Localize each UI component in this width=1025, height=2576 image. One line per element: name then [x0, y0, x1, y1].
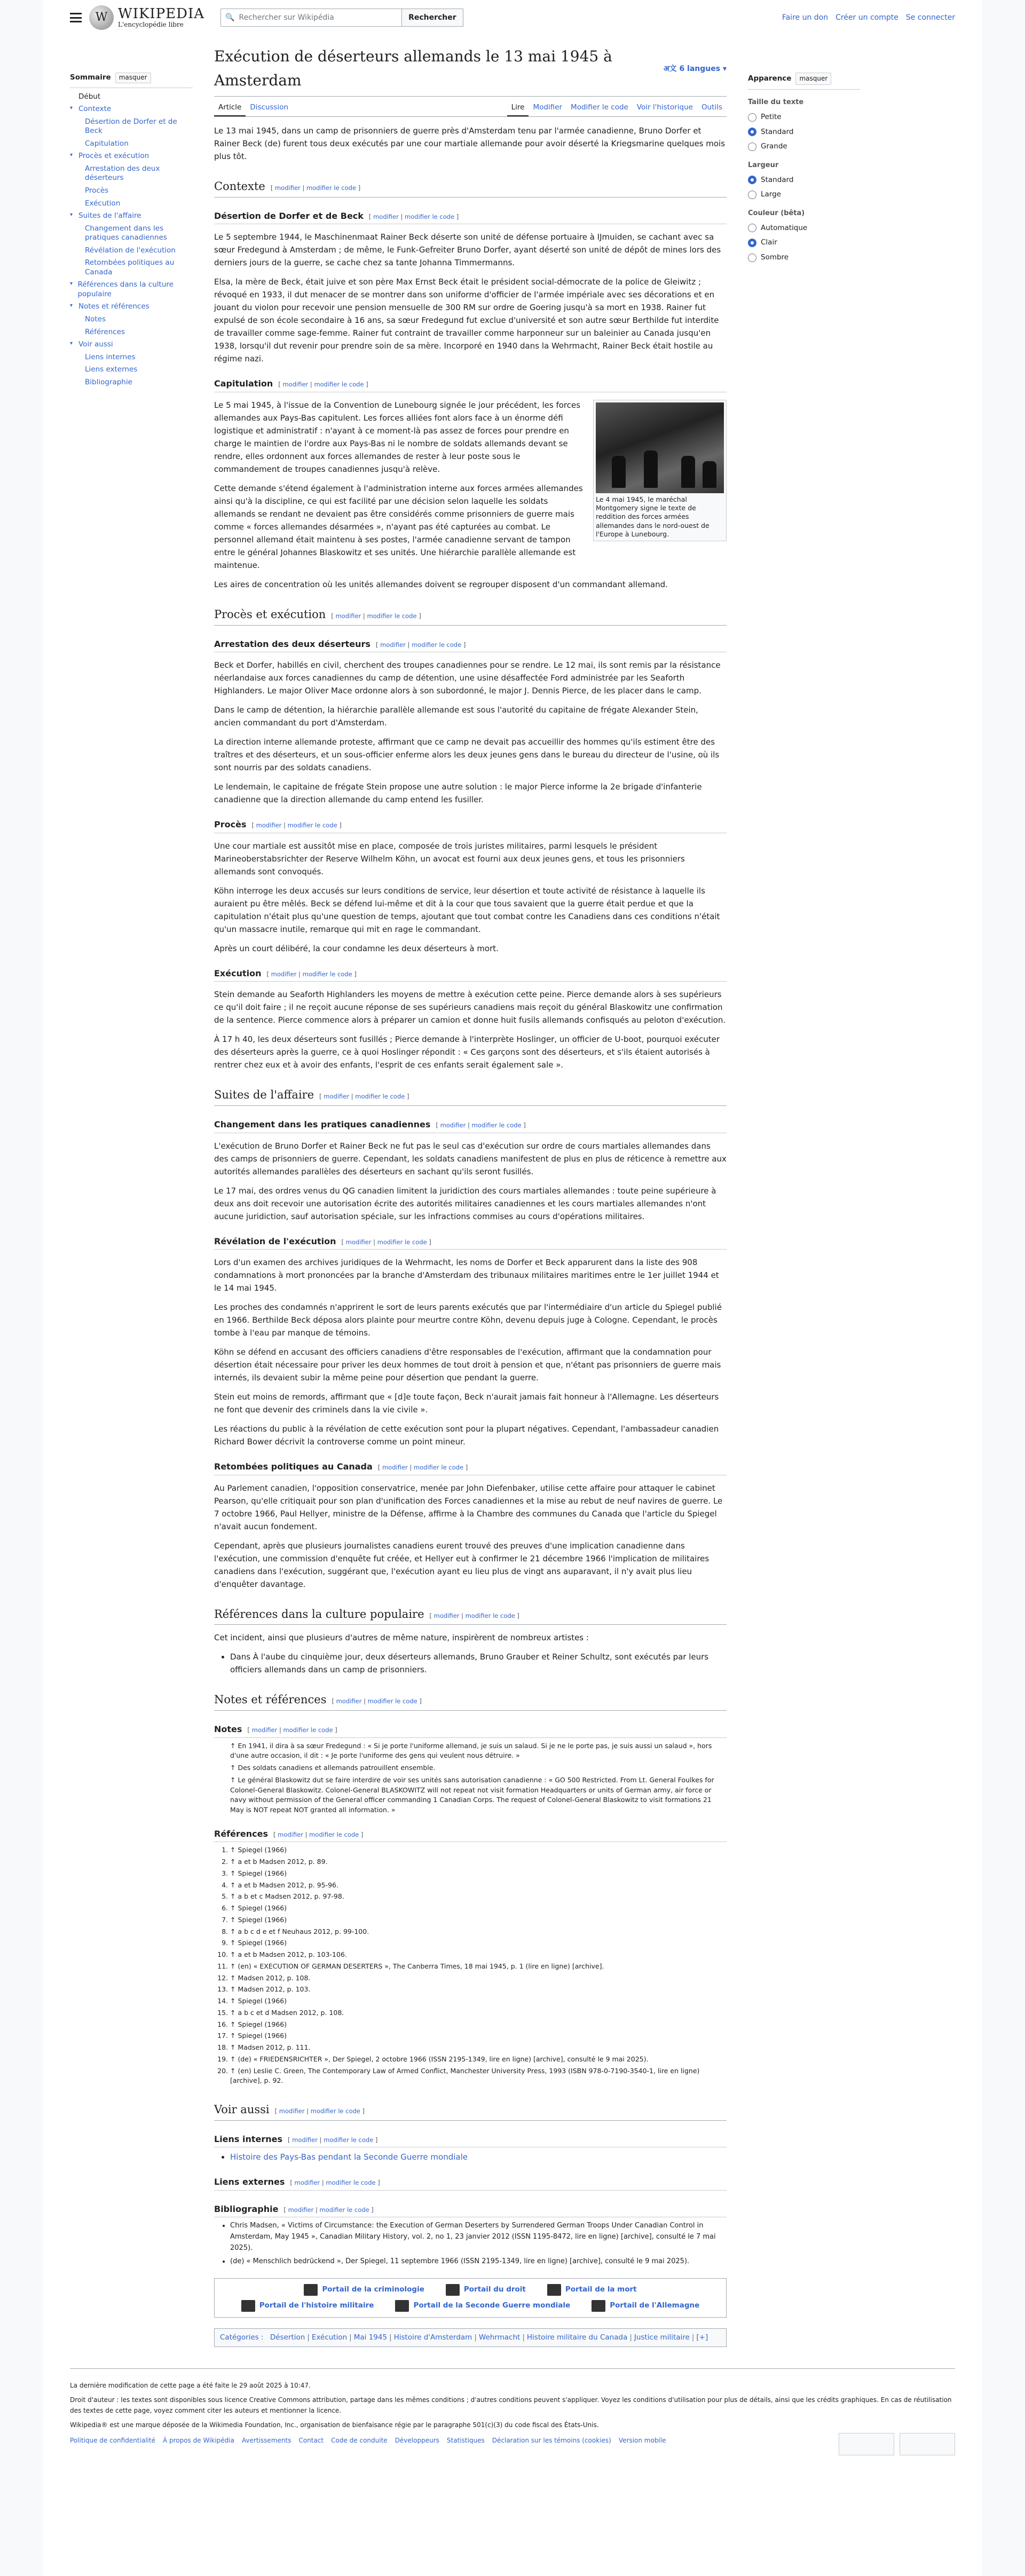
reference-item: 3. ↑ Spiegel (1966)	[230, 1869, 727, 1879]
references-list	[230, 1845, 727, 2086]
reference-item: 2. ↑ a et b Madsen 2012, p. 89.	[230, 1857, 727, 1867]
paragraph: L'exécution de Bruno Dorfer et Rainer Beck ne fut pas le seul cas d'exécution sur ordre de cours martiales allemandes dans des camps de prisonniers de guerre. Cependant, les soldats canadiens manifestent de plus en plus de réticence à remettre aux autorités allemandes parallèles des déserteurs en sachant qu'ils seront fusillés.	[214, 1141, 727, 1176]
appearance-hide-button[interactable]: masquer	[795, 73, 831, 85]
paragraph: Cette demande s'étend également à l'administration interne aux forces armées allemandes ainsi qu'à la discipline, ce qui est facilité par une décision selon laquelle les soldats allemands se rendant ne devaient pas être considérés comme prisonniers de guerre mais comme « forces allemandes désarmées », n'ayant pas été capturées au combat. Le personnel allemand était maintenu à ses postes, l'armée canadienne servant de tampon entre le général Johannes Blaskowitz et ses unités. Une hiérarchie parallèle allemande est maintenue.	[214, 483, 583, 570]
radio-label: Clair	[761, 238, 777, 247]
category-link[interactable]: Exécution	[311, 2333, 348, 2342]
subsection-heading: Références [ modifier | modifier le code ]	[214, 1827, 727, 1843]
toc-item[interactable]	[70, 353, 193, 362]
toc-item[interactable]	[70, 186, 193, 196]
chevron-down-icon[interactable]: ▾	[70, 303, 73, 309]
radio-label: Standard	[761, 175, 794, 184]
note-item: ↑ Des soldats canadiens et allemands patrouillent ensemble.	[230, 1764, 436, 1772]
table-of-contents	[70, 73, 193, 2347]
text-size-label: Taille du texte	[748, 98, 804, 107]
donate-link[interactable]: Faire un don	[782, 13, 829, 22]
toc-item[interactable]	[70, 378, 193, 388]
paragraph: Dans le camp de détention, la hiérarchie parallèle allemande est sous l'autorité du capitaine de frégate Alexander Stein, ancien commandant du port d'Amsterdam.	[214, 705, 698, 728]
appearance-title: Apparence	[748, 74, 792, 83]
portal-icon	[547, 2284, 561, 2296]
chevron-down-icon[interactable]: ▾	[70, 152, 73, 159]
internal-link[interactable]: Histoire des Pays-Bas pendant la Seconde Guerre mondiale	[230, 2152, 468, 2162]
edit-section-links[interactable]: [ modifier | modifier le code ]	[290, 2179, 380, 2187]
portal-link[interactable]	[395, 2300, 570, 2312]
reference-item: 17. ↑ Spiegel (1966)	[230, 2031, 727, 2041]
reference-item: 19. ↑ (de) « FRIEDENSRICHTER », Der Spiegel, 2 octobre 1966 (ISSN 2195-1349, lire en ligne) [archive], consulté le 9 mai 2025).	[230, 2055, 727, 2065]
radio-button[interactable]	[748, 224, 756, 232]
radio-option[interactable]	[748, 112, 860, 123]
page-title	[214, 35, 727, 97]
categories-box	[214, 2328, 727, 2348]
toc-item-label[interactable]: Liens internes	[85, 352, 136, 361]
page-title-text: Exécution de déserteurs allemands le 13 mai 1945 à Amsterdam	[214, 48, 612, 89]
edit-section-links[interactable]: [ modifier | modifier le code ]	[341, 1238, 431, 1246]
subsection-heading: Désertion de Dorfer et de Beck [ modifier | modifier le code ]	[214, 209, 727, 225]
subsection-heading: Procès [ modifier | modifier le code ]	[214, 818, 727, 833]
toc-item[interactable]	[70, 224, 193, 243]
notes-list	[230, 1741, 727, 1815]
portal-icon	[395, 2300, 409, 2312]
edit-section-links[interactable]: [ modifier | modifier le code ]	[436, 1121, 526, 1129]
edit-section-links[interactable]: [ modifier | modifier le code ]	[274, 2107, 365, 2115]
paragraph: Elsa, la mère de Beck, était juive et son père Max Ernst Beck était le président social-démocrate de la police de Gleiwitz ; révoqué en 1933, il dut menacer de se montrer dans son uniforme d'officier de l'armée impériale avec ses décorations et en jouant du violon pour recevoir une pension mensuelle de 300 RM sur ordre de Goering jusqu'à sa mort en 1938. Rainer fut expulsé de son école secondaire à 16 ans, sa sœur Fredegund fut exclue d'université et son autre sœur Berthilde fut interdite de travailler comme sage-femme. Rainer fut contraint de travailler comme harponneur sur un baleinier au Canada jusqu'en 1938, lorsqu'il dut revenir pour prendre soin de sa mère. Incorporé en 1940 dans la Wehrmacht, Rainer Beck était hostile au régime nazi.	[214, 277, 719, 364]
portal-icon	[241, 2300, 255, 2312]
radio-label: Petite	[761, 112, 782, 121]
section-heading: Suites de l'affaire [ modifier | modifier le code ]	[214, 1086, 727, 1106]
footer-link[interactable]: À propos de Wikipédia	[162, 2437, 234, 2444]
paragraph: Le 5 mai 1945, à l'issue de la Convention de Lunebourg signée le jour précédent, les forces allemandes aux Pays-Bas capitulent. Les forces alliées font alors face à un énorme défi logistique et administratif : n'ayant à ce moment-là pas assez de forces pour prendre en charge le maintien de l'ordre aux Pays-Bas ni le nombre de soldats allemands devant se rendre, elles ordonnent aux forces allemandes de rester à leur poste sous le commandement de troupes canadiennes jusqu'à relève.	[214, 400, 581, 474]
tab-history[interactable]: Voir l'historique	[636, 102, 693, 112]
bibliography-item: • (de) « Menschlich bedrückend », Der Spiegel, 11 septembre 1966 (ISSN 2195-1349, lire en ligne) [archive], consulté le 9 mai 2025).	[230, 2256, 727, 2267]
radio-option[interactable]	[748, 141, 860, 153]
paragraph: Köhn interroge les deux accusés sur leurs conditions de service, leur désertion et toute activité de résistance à laquelle ils auraient pu être mêlés. Beck se défend lui-même et dit à la cour que tous savaient que la guerre était perdue et que la capitulation n'était plus qu'une question de temps, ajoutant que tout combat contre les Canadiens dans ces conditions n'était qu'un massacre inutile, remarque qui mit en rage le commandant.	[214, 886, 720, 934]
category-link[interactable]: Mai 1945	[353, 2333, 388, 2342]
paragraph: La direction interne allemande proteste, affirmant que ce camp ne devait pas accueillir des hommes qu'ils estiment être des traîtres et des déserteurs, et un sous-officier enferme alors les deux jeunes gens dans le bureau du directeur de l'usine, où ils sont nourris par des soldats canadiens.	[214, 737, 720, 773]
thumbnail-figure	[593, 400, 727, 541]
paragraph: Après un court délibéré, la cour condamne les deux déserteurs à mort.	[214, 943, 499, 953]
toc-item-label[interactable]: Bibliographie	[85, 377, 132, 386]
page	[43, 0, 982, 2576]
appearance-panel	[748, 73, 860, 2347]
toc-item-label[interactable]: Notes et références	[78, 302, 149, 311]
category-separator: |	[389, 2333, 392, 2342]
toc-item[interactable]	[70, 92, 193, 102]
footer-link[interactable]: Politique de confidentialité	[70, 2437, 155, 2444]
footer-link[interactable]: Avertissements	[241, 2437, 291, 2444]
edit-section-links[interactable]: [ modifier | modifier le code ]	[375, 641, 466, 649]
chevron-down-icon[interactable]: ▾	[70, 281, 73, 287]
toc-item-label[interactable]: Exécution	[85, 199, 121, 208]
toc-item[interactable]	[70, 152, 193, 161]
footer-links	[70, 2436, 955, 2446]
radio-option[interactable]	[748, 237, 860, 249]
category-link[interactable]: Wehrmacht	[478, 2333, 521, 2342]
radio-option[interactable]	[748, 127, 860, 138]
toc-item-label[interactable]: Notes	[85, 314, 106, 323]
edit-section-links[interactable]: [ modifier | modifier le code ]	[283, 2206, 374, 2214]
reference-item: 12. ↑ Madsen 2012, p. 108.	[230, 1973, 727, 1984]
reference-item: 10. ↑ a et b Madsen 2012, p. 103-106.	[230, 1950, 727, 1960]
color-label: Couleur (bêta)	[748, 209, 805, 217]
portal-label[interactable]: Portail du droit	[463, 2285, 526, 2294]
radio-option[interactable]	[748, 189, 860, 201]
paragraph: Le 5 septembre 1944, le Maschinenmaat Rainer Beck déserte son unité de défense portuaire à IJmuiden, se cachant avec sa sœur Fredegund à Amsterdam ; de même, le Funk-Gefreiter Bruno Dorfer, ayant déserté son unité de dépôt de mines lors des derniers jours de la guerre, se cache chez sa tante Johanna Timmermanns.	[214, 232, 721, 268]
login-link[interactable]: Se connecter	[905, 13, 955, 22]
wikipedia-globe-icon: W	[89, 5, 114, 30]
radio-label: Grande	[761, 142, 787, 151]
toc-item[interactable]	[70, 328, 193, 337]
paragraph: Le 17 mai, des ordres venus du QG canadien limitent la juridiction des cours martiales allemandes : toute peine supérieure à deux ans doit recevoir une autorisation écrite des autorités militaires canadiennes et les cours martiales allemandes n'ont aucune juridiction, sauf autorisation spéciale, sur les infractions commises au cours d'opérations militaires.	[214, 1186, 716, 1221]
toc-item-label[interactable]: Suites de l'affaire	[78, 211, 141, 220]
edit-section-links[interactable]: [ modifier | modifier le code ]	[266, 970, 357, 978]
toc-item[interactable]	[70, 199, 193, 209]
section-heading: Notes et références [ modifier | modifier le code ]	[214, 1691, 727, 1711]
section-heading: Voir aussi [ modifier | modifier le code ]	[214, 2101, 727, 2121]
edit-section-links[interactable]: [ modifier | modifier le code ]	[368, 212, 459, 220]
toc-item[interactable]	[70, 365, 193, 375]
portal-link[interactable]	[446, 2284, 526, 2296]
subsection-heading: Révélation de l'exécution [ modifier | modifier le code ]	[214, 1235, 727, 1250]
edit-section-links[interactable]: [ modifier | modifier le code ]	[278, 381, 368, 389]
reference-item: 1. ↑ Spiegel (1966)	[230, 1845, 727, 1855]
footer-link[interactable]: Statistiques	[446, 2437, 485, 2444]
chevron-down-icon[interactable]: ▾	[70, 341, 73, 347]
reference-item: 13. ↑ Madsen 2012, p. 103.	[230, 1985, 727, 1995]
portal-icon	[304, 2284, 318, 2296]
page-footer	[70, 2368, 955, 2446]
tab-article[interactable]: Article	[214, 100, 246, 117]
tab-read[interactable]: Lire	[507, 100, 529, 117]
categories-label[interactable]: Catégories :	[220, 2333, 264, 2342]
search-form	[220, 9, 463, 27]
page-tabs	[214, 97, 727, 117]
category-link[interactable]: Histoire militaire du Canada	[526, 2333, 628, 2342]
edit-section-links[interactable]: [ modifier | modifier le code ]	[377, 1464, 468, 1472]
reference-item: 9. ↑ Spiegel (1966)	[230, 1938, 727, 1948]
reference-item: 8. ↑ a b c d e et f Neuhaus 2012, p. 99-100.	[230, 1927, 727, 1937]
section-heading: Procès et exécution [ modifier | modifier le code ]	[214, 606, 727, 626]
toc-item-label[interactable]: Contexte	[78, 105, 112, 114]
category-separator: |	[522, 2333, 525, 2342]
site-header	[43, 0, 982, 35]
radio-option[interactable]	[748, 252, 860, 264]
tab-discussion[interactable]: Discussion	[250, 102, 289, 112]
article-main	[214, 35, 727, 2347]
paragraph: Köhn se défend en accusant des officiers canadiens d'être responsables de l'exécution, affirmant que la condamnation pour désertion était nécessaire pour priver les deux hommes de tout droit à pension et que, n'étant pas prisonniers de guerre mais internés, ils devaient subir la même peine pour désertion que pendant la guerre.	[214, 1347, 721, 1383]
toc-item[interactable]	[70, 258, 193, 277]
paragraph: Cependant, après que plusieurs journalistes canadiens eurent trouvé des preuves d'une implication canadienne dans l'exécution, une commission d'enquête fut créée, et Hellyer eut à confirmer le 21 décembre 1966 l'implication de militaires canadiens dans l'exécution, suggérant que, l'exécution ayant eu lieu plus de vingt ans auparavant, il n'y avait plus lieu d'enquêter davantage.	[214, 1540, 709, 1589]
toc-item-label[interactable]: Procès	[85, 186, 109, 195]
footer-link[interactable]: Déclaration sur les témoins (cookies)	[492, 2437, 611, 2444]
reference-item: 11. ↑ (en) « EXECUTION OF GERMAN DESERTERS », The Canberra Times, 18 mai 1945, p. 1 (lire en ligne) [archive].	[230, 1962, 727, 1972]
intro-paragraph: Le 13 mai 1945, dans un camp de prisonniers de guerre près d'Amsterdam tenu par l'armée canadienne, Bruno Dorfer et Rainer Beck (de) furent tous deux exécutés par une cour martiale allemande pour avoir déserté la Kriegsmarine quelques mois plus tôt.	[214, 126, 726, 162]
subsection-heading: Arrestation des deux déserteurs [ modifier | modifier le code ]	[214, 637, 727, 653]
tab-edit[interactable]: Modifier	[533, 102, 563, 112]
footer-link[interactable]: Version mobile	[618, 2437, 666, 2444]
category-separator: |	[691, 2333, 695, 2342]
logo-tagline: L'encyclopédie libre	[118, 21, 184, 29]
toc-item-label[interactable]: Changement dans les pratiques canadiennes	[85, 224, 167, 242]
edit-section-links[interactable]: [ modifier | modifier le code ]	[331, 612, 421, 620]
reference-item: 15. ↑ a b c et d Madsen 2012, p. 108.	[230, 2008, 727, 2018]
language-button[interactable]: अ文 6 langues ▾	[663, 64, 727, 73]
article-content	[214, 124, 727, 2347]
subsection-heading: Bibliographie [ modifier | modifier le code ]	[214, 2202, 727, 2218]
toc-item-label[interactable]: Désertion de Dorfer et de Beck	[85, 117, 177, 136]
bibliography-item: • Chris Madsen, « Victims of Circumstance: the Execution of German Deserters by Surrendered German Troops Under Canadian Control in Amsterdam, May 1945 », Canadian Military History, vol. 2, no 1, 23 janvier 2012 (ISSN 1195-8472, lire en ligne) [archive], consulté le 7 mai 2025).	[230, 2221, 727, 2254]
toc-item[interactable]	[70, 164, 193, 183]
note-item: ↑ En 1941, il dira à sa sœur Fredegund : « Si je porte l'uniforme allemand, je suis un salaud. Si je ne le porte pas, je suis aussi un salaud », hors d'une autre occasion, il dit : « Je porte l'uniforme des gens qui veulent nous détruire. »	[230, 1741, 712, 1760]
reference-item: 5. ↑ a b et c Madsen 2012, p. 97-98.	[230, 1892, 727, 1902]
subsection-heading: Retombées politiques au Canada [ modifier | modifier le code ]	[214, 1460, 727, 1475]
toc-item-label[interactable]: Voir aussi	[78, 340, 113, 349]
toc-item-label[interactable]: Capitulation	[85, 139, 129, 148]
portal-icon	[446, 2284, 460, 2296]
subsection-heading: Capitulation [ modifier | modifier le code ]	[214, 377, 727, 392]
radio-button[interactable]	[748, 254, 756, 262]
tab-edit-code[interactable]: Modifier le code	[571, 102, 628, 112]
paragraph: Lors d'un examen des archives juridiques de la Wehrmacht, les noms de Dorfer et Beck apparurent dans la liste des 908 condamnations à mort prononcées par la branche d'Amsterdam des tribunaux militaires maritimes entre le 1er juillet 1944 et le 14 mai 1945.	[214, 1258, 719, 1293]
language-icon: अ文	[663, 64, 677, 73]
user-links	[782, 12, 955, 23]
paragraph: Le lendemain, le capitaine de frégate Stein propose une autre solution : le major Pierce informe la 2e brigade d'infanterie canadienne que la direction allemande du camp entend les fusiller.	[214, 782, 702, 805]
radio-button[interactable]	[748, 143, 756, 151]
bibliography-list	[230, 2221, 727, 2267]
toc-item[interactable]	[70, 280, 193, 299]
logo-title: WIKIPEDIA	[118, 6, 205, 22]
search-placeholder: Rechercher sur Wikipédia	[239, 13, 334, 22]
main-menu-icon[interactable]	[70, 13, 82, 22]
toc-item[interactable]	[70, 105, 193, 114]
toc-item-label[interactable]: Révélation de l'exécution	[85, 246, 176, 255]
toc-item-label[interactable]: Début	[78, 92, 101, 101]
portals-box	[214, 2278, 727, 2318]
mediawiki-badge[interactable]	[900, 2433, 955, 2455]
chevron-down-icon[interactable]: ▾	[70, 212, 73, 218]
subsection-heading: Notes [ modifier | modifier le code ]	[214, 1722, 727, 1738]
subsection-heading: Changement dans les pratiques canadiennes [ modifier | modifier le code ]	[214, 1118, 727, 1133]
license-text: Droit d'auteur : les textes sont disponibles sous licence Creative Commons attribution, partage dans les mêmes conditions ; d'autres conditions peuvent s'appliquer. Voyez les conditions d'utilisation pour plus de détails, ainsi que les crédits graphiques. En cas de réutilisation des textes de cette page, voyez comment citer les auteurs et mentionner la licence.	[70, 2396, 952, 2414]
portal-link[interactable]	[241, 2300, 374, 2312]
note-item: ↑ Le général Blaskowitz dut se faire interdire de voir ses unités sans autorisation canadienne : « GO 500 Restricted. From Lt. General Foulkes for Colonel-General Blaskowitz. Colonel-General BLASKOWITZ will not repeat not visit formation Headquarters or units of German army, air force or navy without permission of the General officer commanding 1 Canadian Corps. The request of Colonel-General Blaskowitz to visit formations 21 May is NOT repeat NOT granted all information. »	[230, 1775, 714, 1814]
paragraph: Cet incident, ainsi que plusieurs d'autres de même nature, inspirèrent de nombreux artistes :	[214, 1633, 589, 1643]
toc-hide-button[interactable]: masquer	[115, 73, 151, 83]
toc-item[interactable]	[70, 117, 193, 136]
reference-item: 4. ↑ a et b Madsen 2012, p. 95-96.	[230, 1880, 727, 1891]
paragraph: Les aires de concentration où les unités allemandes doivent se regrouper disposent d'un commandant allemand.	[214, 579, 668, 589]
last-modified: La dernière modification de cette page a été faite le 29 août 2025 à 10:47.	[70, 2382, 311, 2390]
toc-item-label[interactable]: Références dans la culture populaire	[77, 280, 174, 298]
radio-button[interactable]	[748, 191, 756, 199]
search-input[interactable]	[220, 9, 402, 27]
toc-item-label[interactable]: Liens externes	[85, 365, 138, 374]
search-button[interactable]: Rechercher	[402, 9, 463, 27]
category-link[interactable]: Désertion	[270, 2333, 305, 2342]
create-account-link[interactable]: Créer un compte	[835, 13, 898, 22]
radio-label: Large	[761, 190, 781, 199]
chevron-down-icon[interactable]: ▾	[70, 105, 73, 112]
toc-item-label[interactable]: Arrestation des deux déserteurs	[85, 164, 160, 183]
reference-item: 20. ↑ (en) Leslie C. Green, The Contemporary Law of Armed Conflict, Manchester University Press, 1993 (ISBN 978-0-7190-3540-1, lire en ligne) [archive], p. 92.	[230, 2066, 727, 2087]
portal-label[interactable]: Portail de la mort	[565, 2285, 637, 2294]
portal-label[interactable]: Portail de la Seconde Guerre mondiale	[413, 2301, 571, 2310]
subsection-heading: Exécution [ modifier | modifier le code ]	[214, 967, 727, 982]
edit-section-links[interactable]: [ modifier | modifier le code ]	[251, 821, 342, 829]
toc-item-label[interactable]: Références	[85, 327, 125, 336]
portal-link[interactable]	[592, 2300, 699, 2312]
category-separator: |	[349, 2333, 352, 2342]
wikimedia-badge[interactable]	[839, 2433, 894, 2455]
paragraph: Beck et Dorfer, habillés en civil, cherchent des troupes canadiennes pour se rendre. Le 12 mai, ils sont remis par la résistance néerlandaise aux forces canadiennes du camp de détention, une usine désaffectée Ford administrée par les Seaforth Highlanders. Le major Oliver Mace ordonne alors à son subordonné, le major J. Dennis Pierce, de les placer dans le camp.	[214, 660, 721, 696]
width-label: Largeur	[748, 161, 779, 169]
category-separator: |	[474, 2333, 477, 2342]
radio-button[interactable]	[748, 176, 756, 184]
paragraph: Stein demande au Seaforth Highlanders les moyens de mettre à exécution cette peine. Pierce demande alors à ses supérieurs ce qu'il doit faire ; il ne reçoit aucune réponse de ses supérieurs canadiens mais reçoit du général Blaskowitz une confirmation de la sentence. Pierce commence alors à préparer un camion et donne huit fusils allemands confisqués au peloton d'exécution.	[214, 990, 726, 1025]
trademark-text: Wikipedia® est une marque déposée de la Wikimedia Foundation, Inc., organisation de bienfaisance régie par le paragraphe 501(c)(3) du code fiscal des États-Unis.	[70, 2421, 599, 2429]
search-icon: 🔍	[225, 13, 235, 22]
subsection-heading: Liens internes [ modifier | modifier le code ]	[214, 2132, 727, 2148]
edit-section-links[interactable]: [ modifier | modifier le code ]	[288, 2136, 378, 2144]
radio-button[interactable]	[748, 113, 756, 122]
radio-option[interactable]	[748, 223, 860, 234]
radio-label: Sombre	[761, 252, 789, 262]
edit-section-links[interactable]: [ modifier | modifier le code ]	[332, 1697, 422, 1705]
toc-item-label[interactable]: Procès et exécution	[78, 152, 149, 161]
toc-item[interactable]	[70, 302, 193, 312]
toc-item[interactable]	[70, 139, 193, 149]
tab-tools[interactable]: Outils	[701, 102, 722, 112]
thumbnail-caption: Le 4 mai 1945, le maréchal Montgomery signe le texte de reddition des forces armées allemandes dans le nord-ouest de l'Europe à Lunebourg.	[596, 495, 709, 538]
edit-section-links[interactable]: [ modifier | modifier le code ]	[247, 1726, 337, 1734]
surrender-photo[interactable]	[596, 402, 724, 493]
edit-section-links[interactable]: [ modifier | modifier le code ]	[273, 1830, 364, 1838]
reference-item: 18. ↑ Madsen 2012, p. 111.	[230, 2043, 727, 2053]
paragraph: Au Parlement canadien, l'opposition conservatrice, menée par John Diefenbaker, utilise cette affaire pour attaquer le cabinet Pearson, qu'elle critiquait pour son plan d'unification des Forces canadiennes et la mise au rebut de neuf navires de guerre. Le 7 octobre 1966, Paul Hellyer, ministre de la Défense, affirme à la Chambre des communes du Canada que l'article du Spiegel n'avait aucun fondement.	[214, 1483, 723, 1531]
radio-label: Standard	[761, 127, 794, 136]
portal-label[interactable]: Portail de la criminologie	[322, 2285, 424, 2294]
portal-link[interactable]	[304, 2284, 424, 2296]
reference-item: 6. ↑ Spiegel (1966)	[230, 1903, 727, 1914]
subsection-heading: Liens externes [ modifier | modifier le code ]	[214, 2175, 727, 2191]
reference-item: 14. ↑ Spiegel (1966)	[230, 1996, 727, 2006]
radio-button[interactable]	[748, 239, 756, 247]
portal-label[interactable]: Portail de l'Allemagne	[610, 2301, 700, 2310]
footer-link[interactable]: Développeurs	[395, 2437, 439, 2444]
radio-option[interactable]	[748, 175, 860, 186]
portal-icon	[592, 2300, 605, 2312]
toc-item[interactable]	[70, 340, 193, 350]
category-link[interactable]: Justice militaire	[634, 2333, 690, 2342]
list-item: • Dans À l'aube du cinquième jour, deux déserteurs allemands, Bruno Grauber et Reiner Schultz, sont exécutés par leurs officiers allemands dans un camp de prisonniers.	[230, 1650, 727, 1676]
footer-link[interactable]: Contact	[298, 2437, 324, 2444]
category-link[interactable]: Histoire d'Amsterdam	[393, 2333, 472, 2342]
toc-title: Sommaire	[70, 73, 111, 82]
toc-item[interactable]	[70, 211, 193, 221]
section-heading: Contexte [ modifier | modifier le code ]	[214, 178, 727, 197]
portal-link[interactable]	[547, 2284, 637, 2296]
wikipedia-logo[interactable]	[89, 5, 204, 30]
reference-item: 16. ↑ Spiegel (1966)	[230, 2020, 727, 2030]
edit-section-links[interactable]: [ modifier | modifier le code ]	[319, 1093, 409, 1101]
toc-item-label[interactable]: Retombées politiques au Canada	[85, 258, 175, 276]
section-heading: Références dans la culture populaire [ modifier | modifier le code ]	[214, 1606, 727, 1625]
paragraph: Une cour martiale est aussitôt mise en place, composée de trois juristes militaires, parmi lesquels le président Marineoberstabsrichter der Reserve Wilhelm Köhn, un avocat est fourni aux deux jeunes gens, et tous les prisonniers allemands sont convoqués.	[214, 841, 685, 876]
paragraph: Stein eut moins de remords, affirmant que « [d]e toute façon, Beck n'aurait jamais fait honneur à l'Allemagne. Les déserteurs ne font que devenir des criminels dans la vie civile ».	[214, 1392, 719, 1415]
radio-button[interactable]	[748, 128, 756, 136]
category-separator: |	[629, 2333, 632, 2342]
paragraph: À 17 h 40, les deux déserteurs sont fusillés ; Pierce demande à l'interprète Hoslinger, un officier de U-boot, pourquoi exécuter des déserteurs après la guerre, ce à quoi Hoslinger répondit : « Ces garçons sont des déserteurs, et s'ils étaient autorisés à rentrer chez eux et à avoir des enfants, l'esprit de ces enfants serait également sale ».	[214, 1034, 720, 1070]
category-link[interactable]: [+]	[696, 2333, 708, 2342]
footer-link[interactable]: Code de conduite	[331, 2437, 388, 2444]
radio-label: Automatique	[761, 223, 808, 232]
paragraph: Les réactions du public à la révélation de cette exécution sont pour la plupart négatives. Cependant, l'ambassadeur canadien Richard Bower décrivit la controverse comme un point mineur.	[214, 1424, 719, 1447]
toc-item[interactable]	[70, 315, 193, 325]
paragraph: Les proches des condamnés n'apprirent le sort de leurs parents exécutés que par l'intermédiaire d'un article du Spiegel publié en 1966. Berthilde Beck déposa alors plainte pour meurtre contre Köhn, devenu depuis juge à Cologne. Cependant, le procès tombe à l'eau par manque de témoins.	[214, 1302, 722, 1338]
portal-label[interactable]: Portail de l'histoire militaire	[259, 2301, 374, 2310]
reference-item: 7. ↑ Spiegel (1966)	[230, 1915, 727, 1925]
edit-section-links[interactable]: [ modifier | modifier le code ]	[429, 1611, 519, 1619]
edit-section-links[interactable]: [ modifier | modifier le code ]	[270, 184, 361, 192]
toc-item[interactable]	[70, 246, 193, 256]
category-separator: |	[307, 2333, 310, 2342]
